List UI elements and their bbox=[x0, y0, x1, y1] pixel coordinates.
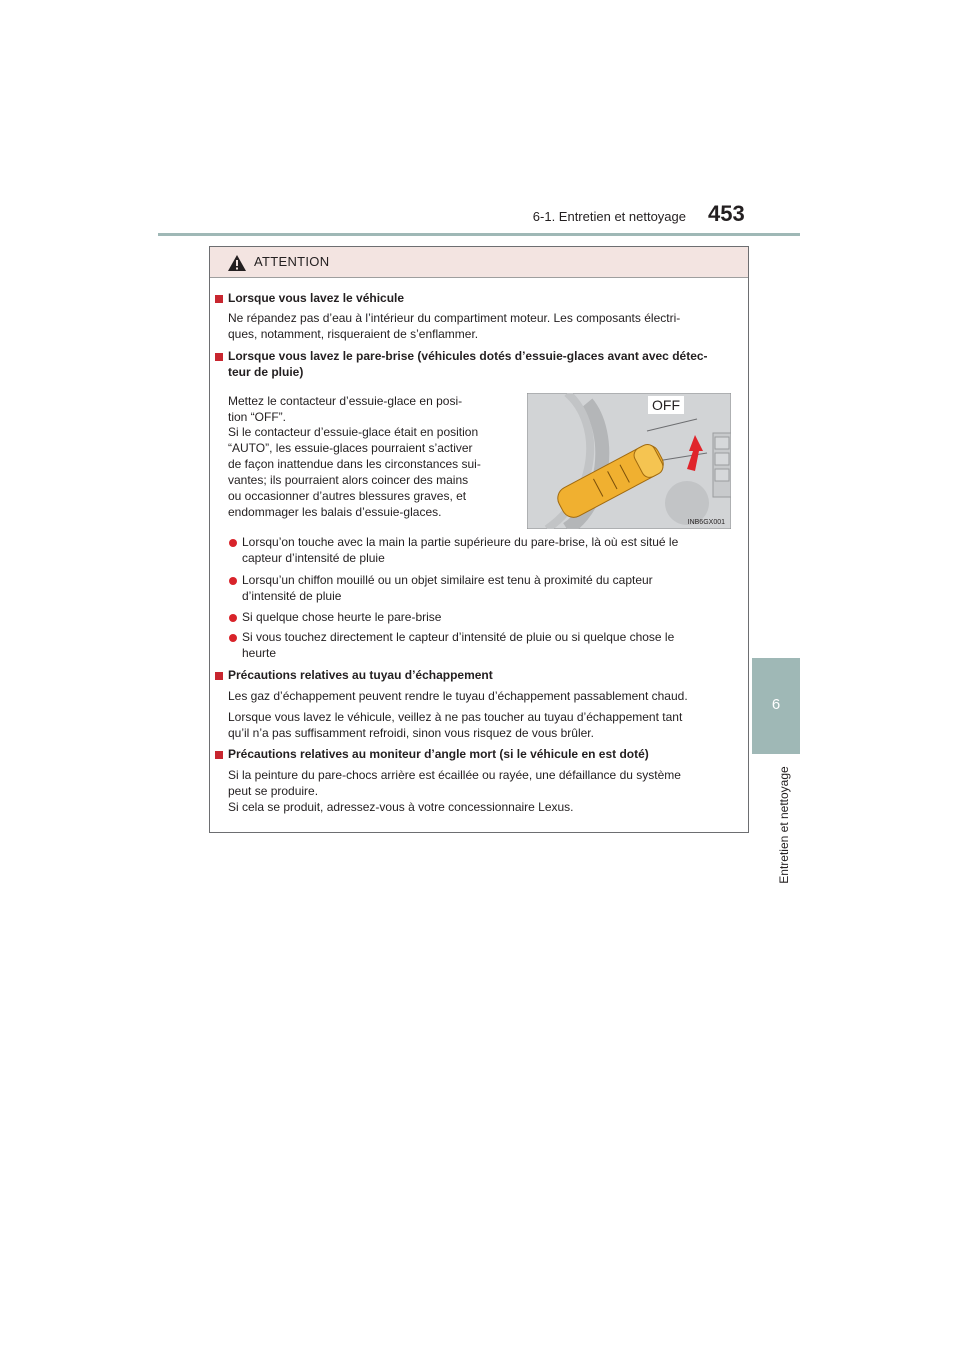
bullet-line: Lorsqu’on touche avec la main la partie supérieure du pare-brise, là où est situé le bbox=[242, 535, 679, 549]
chapter-tab bbox=[752, 658, 800, 754]
warning-triangle-icon bbox=[227, 254, 247, 272]
section-marker bbox=[215, 353, 223, 361]
bullet-dot bbox=[229, 614, 237, 622]
bullet-line: capteur d’intensité de pluie bbox=[242, 551, 385, 565]
washing-text-line: ques, notamment, risqueraient de s’enflammer. bbox=[228, 327, 479, 341]
bullet-dot bbox=[229, 577, 237, 585]
bullet-line: Si vous touchez directement le capteur d’intensité de pluie ou si quelque chose le bbox=[242, 630, 675, 644]
wiper-lever-illustration bbox=[527, 393, 731, 529]
exhaust-text-line: Les gaz d’échappement peuvent rendre le tuyau d’échappement passablement chaud. bbox=[228, 689, 688, 703]
bullet-dot bbox=[229, 539, 237, 547]
blind-spot-text-line: Si la peinture du pare-chocs arrière est écaillée ou rayée, une défaillance du système bbox=[228, 768, 681, 782]
windshield-paragraph-line: Si le contacteur d’essuie-glace était en position bbox=[228, 425, 479, 439]
windshield-paragraph-line: de façon inattendue dans les circonstances sui- bbox=[228, 457, 481, 471]
bullet-line: Si quelque chose heurte le pare-brise bbox=[242, 610, 442, 624]
windshield-heading: teur de pluie) bbox=[228, 365, 304, 379]
exhaust-text-line: qu’il n’a pas suffisamment refroidi, sinon vous risquez de vous brûler. bbox=[228, 726, 594, 740]
attention-title: ATTENTION bbox=[254, 254, 330, 269]
blind-spot-heading: Précautions relatives au moniteur d’angle mort (si le véhicule en est doté) bbox=[228, 747, 649, 761]
page-number: 453 bbox=[708, 201, 745, 226]
chapter-side-label: Entretien et nettoyage bbox=[777, 766, 791, 884]
section-marker bbox=[215, 295, 223, 303]
windshield-paragraph-line: “AUTO”, les essuie-glaces pourraient s’activer bbox=[228, 441, 473, 455]
exhaust-heading: Précautions relatives au tuyau d’échappement bbox=[228, 668, 493, 682]
windshield-paragraph-line: ou occasionner d’autres blessures graves, et bbox=[228, 489, 467, 503]
washing-heading: Lorsque vous lavez le véhicule bbox=[228, 291, 405, 305]
blind-spot-text-line: peut se produire. bbox=[228, 784, 319, 798]
bullet-line: heurte bbox=[242, 646, 277, 660]
windshield-paragraph-line: vantes; ils pourraient alors coincer des mains bbox=[228, 473, 469, 487]
washing-text-line: Ne répandez pas d’eau à l’intérieur du compartiment moteur. Les composants électri- bbox=[228, 311, 681, 325]
blind-spot-text-line: Si cela se produit, adressez-vous à votre concessionnaire Lexus. bbox=[228, 800, 574, 814]
bullet-line: Lorsqu’un chiffon mouillé ou un objet similaire est tenu à proximité du capteur bbox=[242, 573, 653, 587]
bullet-line: d’intensité de pluie bbox=[242, 589, 342, 603]
section-marker bbox=[215, 751, 223, 759]
exhaust-text-line: Lorsque vous lavez le véhicule, veillez à ne pas toucher au tuyau d’échappement tant bbox=[228, 710, 683, 724]
header-rule bbox=[158, 233, 800, 236]
chapter-number: 6 bbox=[771, 696, 781, 713]
off-label: OFF bbox=[652, 397, 680, 413]
attention-header bbox=[210, 247, 748, 278]
section-title: 6-1. Entretien et nettoyage bbox=[532, 209, 686, 224]
section-marker bbox=[215, 672, 223, 680]
windshield-paragraph-line: tion “OFF”. bbox=[228, 410, 287, 424]
windshield-paragraph-line: Mettez le contacteur d’essuie-glace en posi- bbox=[228, 394, 463, 408]
windshield-heading: Lorsque vous lavez le pare-brise (véhicules dotés d’essuie-glaces avant avec détec- bbox=[228, 349, 708, 363]
illustration-code: INB6GX001 bbox=[687, 519, 725, 526]
bullet-dot bbox=[229, 634, 237, 642]
windshield-paragraph-line: endommager les balais d’essuie-glaces. bbox=[228, 505, 442, 519]
